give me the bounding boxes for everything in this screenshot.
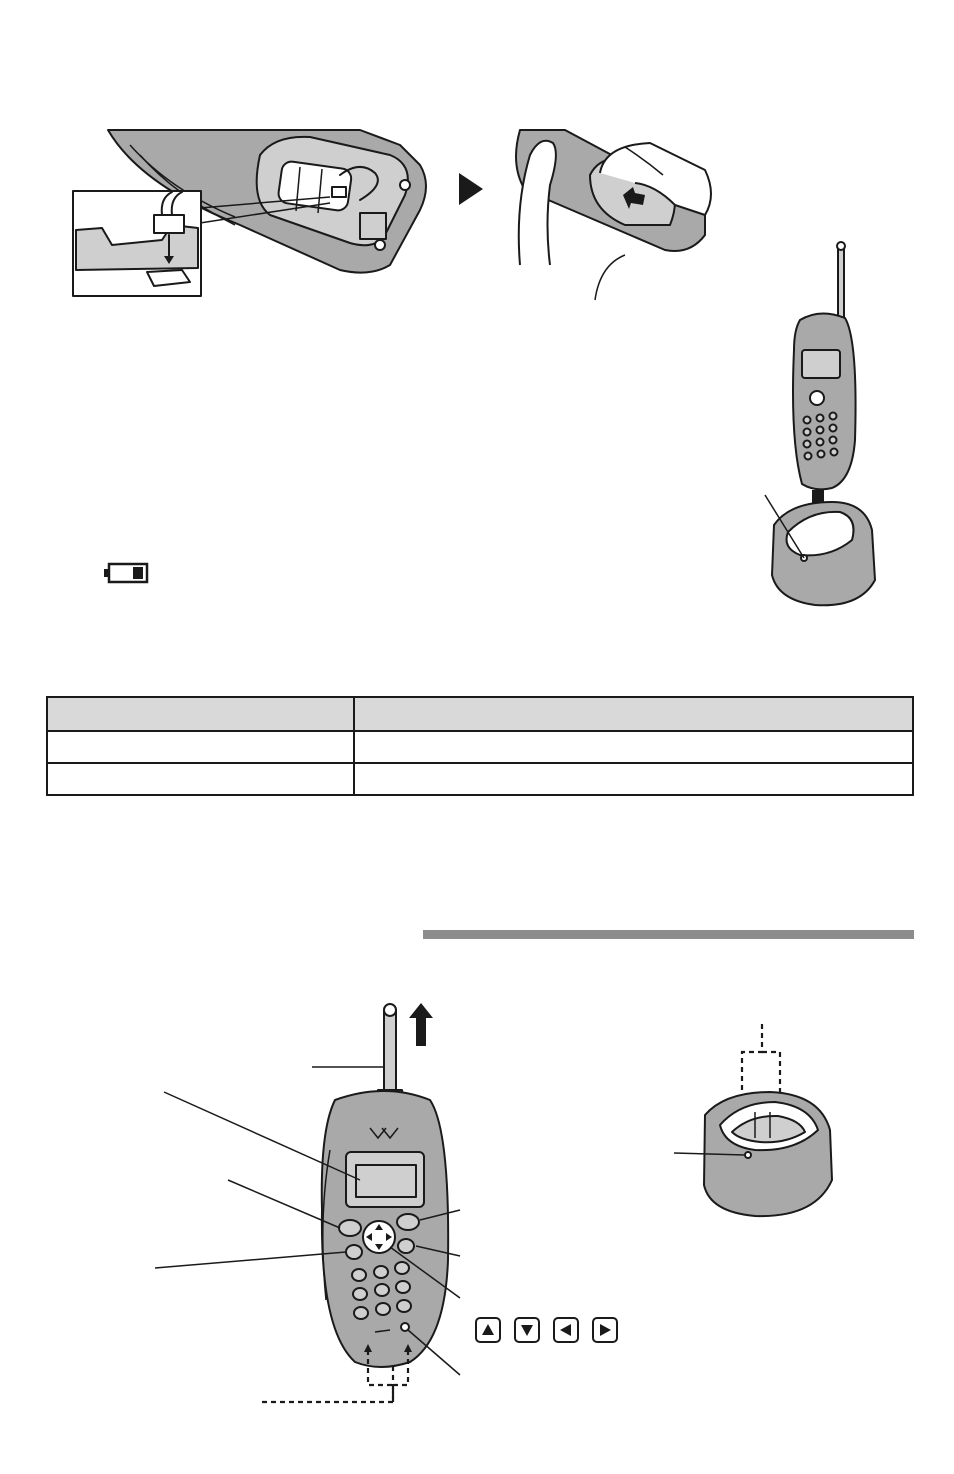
right-arrow-key-icon <box>592 1317 618 1343</box>
table-cell <box>354 731 913 763</box>
antenna <box>384 1010 396 1090</box>
table-header-cell <box>354 697 913 731</box>
table-header-row <box>47 697 913 731</box>
microphone-icon <box>401 1323 409 1331</box>
battery-low-icon <box>104 563 148 583</box>
right-function-button[interactable] <box>397 1214 419 1230</box>
table-cell <box>47 763 354 795</box>
keypad[interactable] <box>352 1262 411 1319</box>
table-header-cell <box>47 697 354 731</box>
screw-icon <box>400 180 410 190</box>
info-table <box>46 696 914 796</box>
down-arrow-key-icon <box>514 1317 540 1343</box>
connector-socket <box>147 270 190 286</box>
charger-diagram <box>670 1020 840 1225</box>
connector-inset <box>72 190 202 298</box>
off-button[interactable] <box>398 1239 414 1253</box>
cover-closing-figure <box>505 125 720 305</box>
battery-pack <box>277 160 352 211</box>
table-row <box>47 731 913 763</box>
handset-body <box>793 313 856 489</box>
charge-contacts-leader <box>262 1362 393 1402</box>
antenna <box>838 246 844 324</box>
charge-indicator-icon <box>745 1152 751 1158</box>
up-arrow-key-icon <box>475 1317 501 1343</box>
handset-diagram <box>150 1000 480 1420</box>
up-arrow-icon <box>409 1003 433 1046</box>
screw-icon <box>375 240 385 250</box>
table-cell <box>47 731 354 763</box>
handset-display <box>802 350 840 378</box>
table-cell <box>354 763 913 795</box>
table-row <box>47 763 913 795</box>
handset-on-charger-figure <box>760 240 885 610</box>
section-divider <box>423 930 914 939</box>
left-arrow-key-icon <box>553 1317 579 1343</box>
right-triangle-arrow-icon <box>458 172 484 206</box>
left-function-button[interactable] <box>339 1220 361 1236</box>
connector-plug <box>154 215 184 233</box>
talk-button[interactable] <box>346 1245 362 1259</box>
